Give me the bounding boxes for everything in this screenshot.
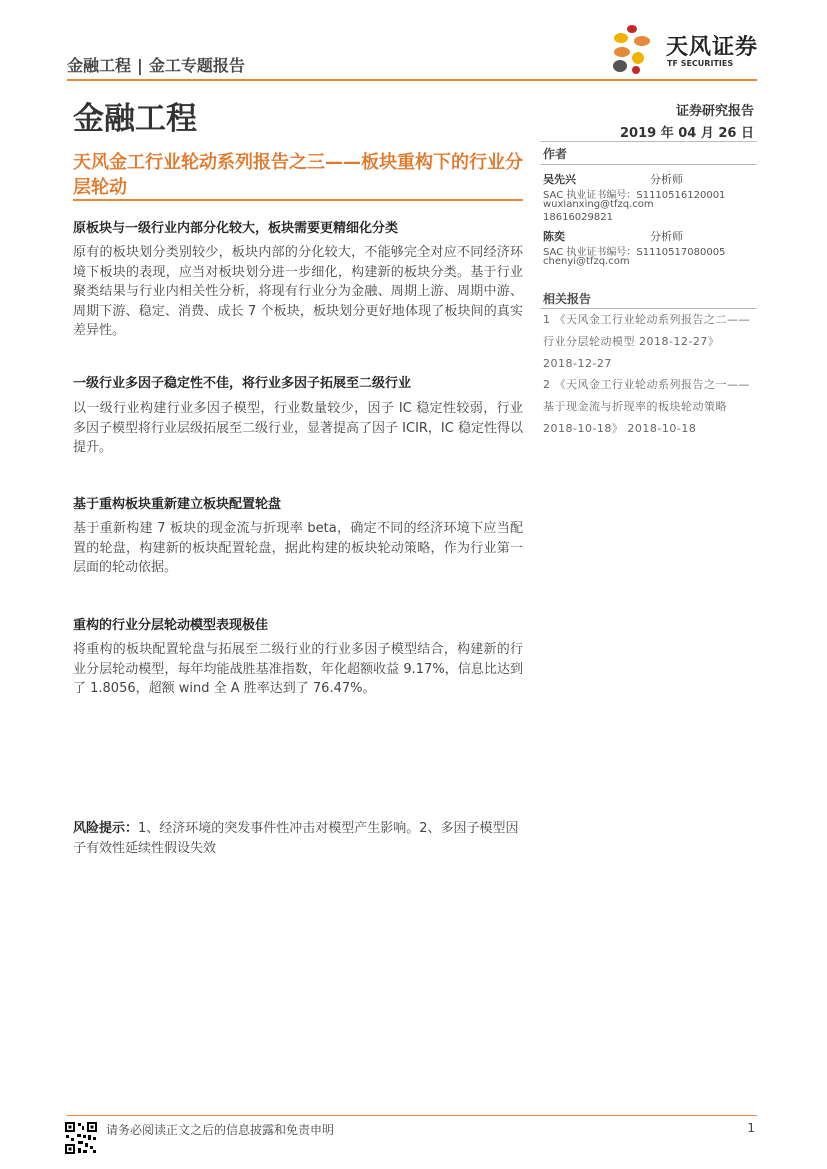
related-report-item[interactable]: 2 《天风金工行业轮动系列报告之一——基于现金流与折现率的板块轮动策略 2018-10-18》 2018-10-18: [543, 378, 750, 435]
author-cert: SAC 执业证书编号：S1110516120001: [543, 190, 726, 201]
author-role: 分析师: [650, 230, 683, 243]
logo-petal-1: [627, 25, 637, 33]
authors-heading: 作者: [543, 147, 568, 161]
section-body-2: 以一级行业构建行业多因子模型，行业数量较少，因子 IC 稳定性较弱，行业多因子模型将行业层级拓展至二级行业，显著提高了因子 ICIR，IC 稳定性得以提升。: [73, 401, 523, 455]
header-section: 金融工程: [67, 56, 132, 75]
sidebar-divider-top: [541, 141, 757, 142]
authors-heading-rule: [541, 164, 757, 165]
header-divider: [67, 79, 757, 81]
author-phone: 18616029821: [543, 212, 613, 223]
header-subsection: 金工专题报告: [148, 56, 245, 75]
risk-label: 风险提示：: [73, 821, 139, 836]
author-role: 分析师: [650, 173, 683, 186]
risk-warning: [73, 819, 523, 858]
risk-text: 1、经济环境的突发事件性冲击对模型产生影响。2、多因子模型因子有效性延续性假设失效: [73, 821, 519, 856]
author-cert: SAC 执业证书编号：S1110517080005: [543, 247, 726, 258]
header-breadcrumb: [67, 53, 245, 76]
header-separator: |: [137, 56, 143, 75]
logo-petal-3: [634, 36, 650, 46]
logo-petal-5: [632, 52, 644, 64]
section-heading-3: 基于重构板块重新建立板块配置轮盘: [73, 497, 282, 512]
qr-code-icon: [64, 1121, 98, 1155]
logo-petal-4: [614, 47, 630, 57]
logo-text-en: TF SECURITIES: [667, 59, 734, 68]
logo-petal-7: [632, 66, 640, 74]
page-number: 1: [747, 1121, 755, 1135]
section-body-3: 基于重新构建 7 板块的现金流与折现率 beta，确定不同的经济环境下应当配置的轮盘，构建新的板块配置轮盘，据此构建的板块轮动策略，作为行业第一层面的轮动依据。: [73, 521, 523, 575]
footer-divider: [67, 1115, 757, 1116]
footer-disclaimer: 请务必阅读正文之后的信息披露和免责申明: [106, 1123, 335, 1137]
section-heading-4: 重构的行业分层轮动模型表现极佳: [73, 618, 269, 633]
logo-petal-2: [614, 33, 628, 43]
author-email[interactable]: wuxianxing@tfzq.com: [543, 199, 654, 210]
related-report-item[interactable]: 1 《天风金工行业轮动系列报告之二——行业分层轮动模型 2018-12-27》 2018-12-27: [543, 313, 750, 370]
logo-text-cn: 天风证券: [666, 35, 759, 60]
logo-petal-6: [613, 60, 627, 72]
section-heading-1: 原板块与一级行业内部分化较大，板块需要更精细化分类: [73, 221, 399, 236]
author-email[interactable]: chenyi@tfzq.com: [543, 256, 630, 267]
related-heading: 相关报告: [543, 292, 592, 306]
title-divider: [73, 199, 523, 201]
section-body-1: 原有的板块划分类别较少，板块内部的分化较大，不能够完全对应不同经济环境下板块的表现，应当对板块划分进一步细化，构建新的板块分类。基于行业聚类结果与行业内相关性分析，将现有行业分为金融、周期上游、周期中游、周期下游、稳定、消费、成长 7 个板块，板块划分更好地体现了板块间的真实差异性。: [73, 245, 523, 338]
section-heading-2: 一级行业多因子稳定性不佳，将行业多因子拓展至二级行业: [73, 376, 412, 391]
author-name: 吴先兴: [543, 173, 576, 186]
report-date: 2019 年 04 月 26 日: [620, 126, 754, 141]
section-body-4: 将重构的板块配置轮盘与拓展至二级行业的行业多因子模型结合，构建新的行业分层轮动模型，每年均能战胜基准指数，年化超额收益 9.17%，信息比达到了 1.8056，超额 wind 全 A 胜率达到了 76.47%。: [73, 642, 523, 696]
category-title: 金融工程: [73, 101, 197, 137]
report-title: 天风金工行业轮动系列报告之三——板块重构下的行业分层轮动: [73, 152, 523, 198]
report-type: 证券研究报告: [675, 104, 754, 119]
author-name: 陈奕: [543, 230, 565, 243]
